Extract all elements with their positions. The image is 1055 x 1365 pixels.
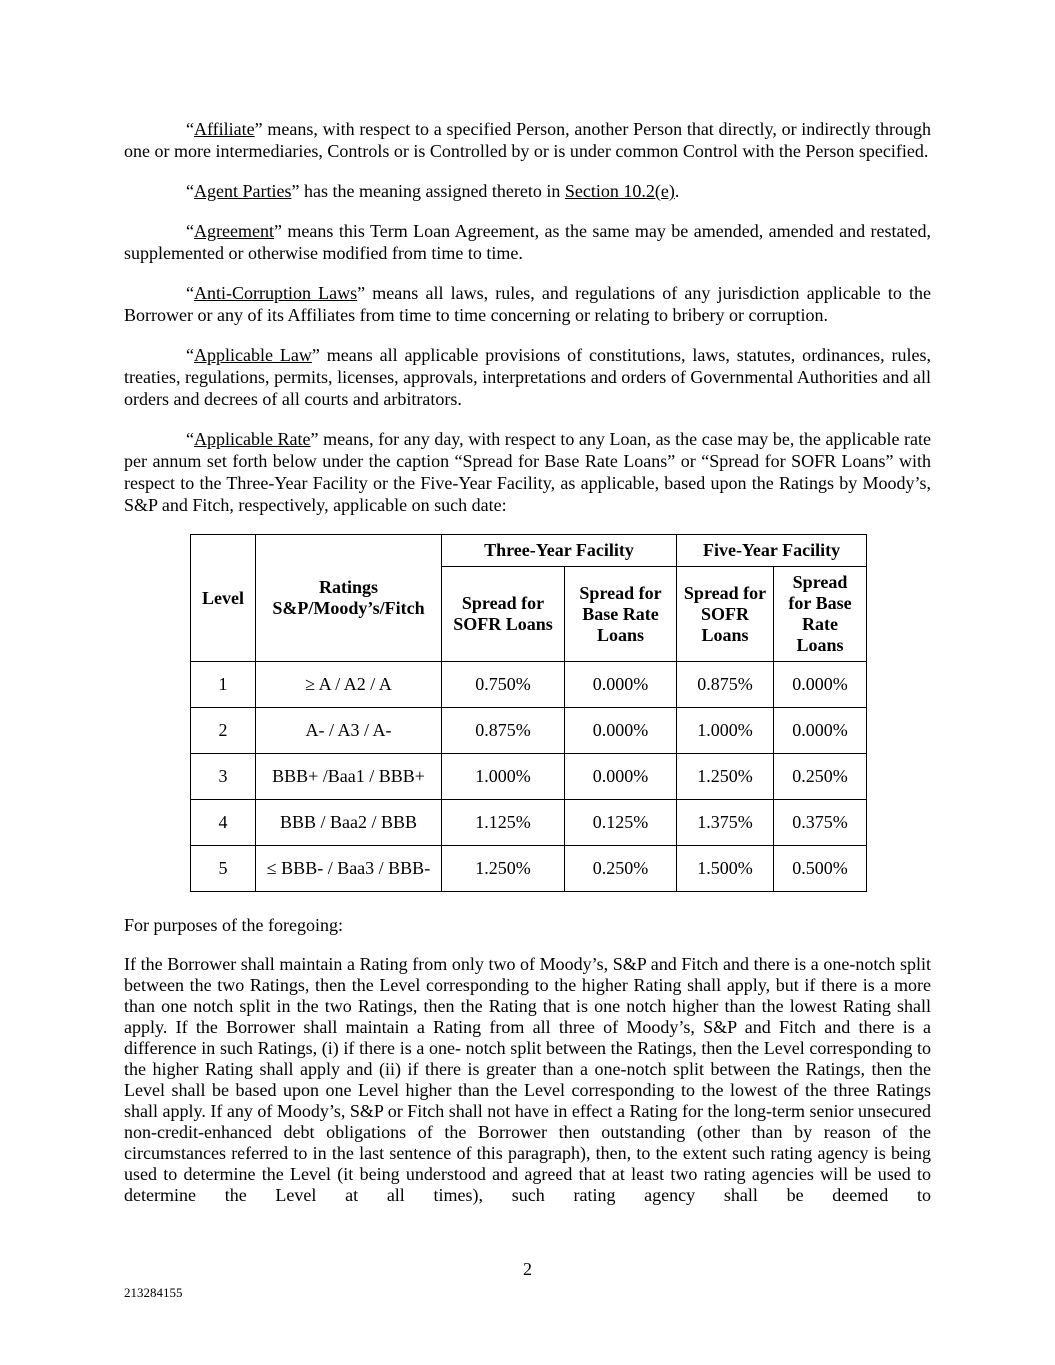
table-row bbox=[191, 800, 867, 846]
definition-affiliate bbox=[124, 118, 931, 162]
definition-text: ” means all applicable provisions of constitutions, laws, statutes, ordinances, rules, treaties, regulations, permits, licenses, approvals, interpretations and orders of Governmental Authorities and all orders and decrees of all courts and arbitrators. bbox=[124, 345, 932, 409]
ratings-cell: A- / A3 / A- bbox=[256, 708, 442, 754]
page-number: 2 bbox=[523, 1259, 532, 1279]
5y-base-spread-cell: 0.500% bbox=[774, 846, 867, 892]
definition-agreement bbox=[124, 220, 931, 264]
document-id: 213284155 bbox=[124, 1285, 183, 1300]
definition-anti-corruption-laws bbox=[124, 282, 931, 326]
table-header-5y-spread-sofr: Spread for SOFR Loans bbox=[677, 567, 774, 662]
level-cell: 1 bbox=[191, 662, 256, 708]
quote-open: “ bbox=[186, 429, 194, 449]
5y-sofr-spread-cell: 1.250% bbox=[677, 754, 774, 800]
5y-base-spread-cell: 0.000% bbox=[774, 662, 867, 708]
quote-open: “ bbox=[186, 345, 194, 365]
definition-text: . bbox=[674, 181, 680, 201]
applicable-rate-table bbox=[190, 534, 867, 892]
quote-open: “ bbox=[186, 283, 194, 303]
table-header-row-1 bbox=[191, 535, 867, 567]
ratings-rules-paragraph: If the Borrower shall maintain a Rating from only two of Moody’s, S&P and Fitch and there is a one-notch split between the two Ratings, then the Level corresponding to the higher Rating shall apply, but if there is a more than one notch split in the two Ratings, then the Rating that is one notch higher than the lowest Rating shall apply. If the Borrower shall maintain a Rating from all three of Moody’s, S&P and Fitch and there is a difference in such Ratings, (i) if there is a one- notch split between the Ratings, then the Level corresponding to the higher Rating shall apply and (ii) if there is greater than a one-notch split between the Ratings, then the Level shall be based upon one Level higher than the Level corresponding to the lowest of the three Ratings shall apply. If any of Moody’s, S&P or Fitch shall not have in effect a Rating for the long-term senior unsecured non-credit-enhanced debt obligations of the Borrower then outstanding (other than by reason of the circumstances referred to in the last sentence of this paragraph), then, to the extent such rating agency is being used to determine the Level (it being understood and agreed that at least two rating agencies will be used to determine the Level at all times), such rating agency shall be deemed to bbox=[124, 954, 931, 1205]
3y-base-spread-cell: 0.000% bbox=[565, 708, 677, 754]
quote-open: “ bbox=[186, 119, 194, 139]
definition-text: ” means all laws, rules, and regulations of any jurisdiction applicable to the Borrower or any of its Affiliates from time to time concerning or relating to bribery or corruption. bbox=[124, 283, 931, 325]
definition-text: ” has the meaning assigned thereto in bbox=[291, 181, 565, 201]
5y-sofr-spread-cell: 0.875% bbox=[677, 662, 774, 708]
definition-agent-parties bbox=[124, 180, 931, 202]
3y-sofr-spread-cell: 1.000% bbox=[442, 754, 565, 800]
table-row bbox=[191, 846, 867, 892]
ratings-cell: ≤ BBB- / Baa3 / BBB- bbox=[256, 846, 442, 892]
table-row bbox=[191, 662, 867, 708]
defined-term: Applicable Law bbox=[194, 345, 312, 365]
quote-open: “ bbox=[186, 221, 194, 241]
ratings-cell: BBB / Baa2 / BBB bbox=[256, 800, 442, 846]
foregoing-lead-in: For purposes of the foregoing: bbox=[124, 915, 343, 935]
definition-applicable-law bbox=[124, 344, 931, 410]
5y-sofr-spread-cell: 1.000% bbox=[677, 708, 774, 754]
table-header-three-year-facility: Three-Year Facility bbox=[442, 535, 677, 567]
3y-base-spread-cell: 0.000% bbox=[565, 662, 677, 708]
3y-sofr-spread-cell: 1.250% bbox=[442, 846, 565, 892]
table-header-3y-spread-sofr: Spread for SOFR Loans bbox=[442, 567, 565, 662]
level-cell: 2 bbox=[191, 708, 256, 754]
ratings-header-subtitle: S&P/Moody’s/Fitch bbox=[272, 598, 425, 618]
level-cell: 5 bbox=[191, 846, 256, 892]
table-header-level: Level bbox=[191, 535, 256, 662]
definition-text: ” means, with respect to a specified Person, another Person that directly, or indirectly through one or more intermediaries, Controls or is Controlled by or is under common Control with the Person specified. bbox=[124, 119, 931, 161]
3y-base-spread-cell: 0.000% bbox=[565, 754, 677, 800]
level-cell: 3 bbox=[191, 754, 256, 800]
table-header-ratings bbox=[256, 535, 442, 662]
table-header-5y-spread-base: Spread for Base Rate Loans bbox=[774, 567, 867, 662]
3y-sofr-spread-cell: 0.750% bbox=[442, 662, 565, 708]
definition-applicable-rate bbox=[124, 428, 931, 516]
5y-base-spread-cell: 0.000% bbox=[774, 708, 867, 754]
table-row bbox=[191, 708, 867, 754]
3y-base-spread-cell: 0.125% bbox=[565, 800, 677, 846]
definition-text: ” means, for any day, with respect to any Loan, as the case may be, the applicable rate per annum set forth below under the caption “Spread for Base Rate Loans” or “Spread for SOFR Loans” with respect to the Three-Year Facility or the Five-Year Facility, as applicable, based upon the Ratings by Moody’s, S&P and Fitch, respectively, applicable on such date: bbox=[124, 429, 931, 515]
3y-base-spread-cell: 0.250% bbox=[565, 846, 677, 892]
3y-sofr-spread-cell: 1.125% bbox=[442, 800, 565, 846]
5y-base-spread-cell: 0.250% bbox=[774, 754, 867, 800]
level-cell: 4 bbox=[191, 800, 256, 846]
5y-base-spread-cell: 0.375% bbox=[774, 800, 867, 846]
defined-term: Agreement bbox=[194, 221, 274, 241]
applicable-rate-table-container bbox=[190, 534, 931, 892]
table-row bbox=[191, 754, 867, 800]
5y-sofr-spread-cell: 1.375% bbox=[677, 800, 774, 846]
5y-sofr-spread-cell: 1.500% bbox=[677, 846, 774, 892]
defined-term: Agent Parties bbox=[194, 181, 292, 201]
defined-term: Affiliate bbox=[194, 119, 255, 139]
defined-term: Anti-Corruption Laws bbox=[194, 283, 358, 303]
table-header-five-year-facility: Five-Year Facility bbox=[677, 535, 867, 567]
ratings-header-title: Ratings bbox=[318, 577, 378, 597]
ratings-cell: BBB+ /Baa1 / BBB+ bbox=[256, 754, 442, 800]
3y-sofr-spread-cell: 0.875% bbox=[442, 708, 565, 754]
section-reference: Section 10.2(e) bbox=[564, 181, 675, 201]
defined-term: Applicable Rate bbox=[194, 429, 311, 449]
ratings-cell: ≥ A / A2 / A bbox=[256, 662, 442, 708]
quote-open: “ bbox=[186, 181, 194, 201]
definition-text: ” means this Term Loan Agreement, as the same may be amended, amended and restated, supplemented or otherwise modified from time to time. bbox=[124, 221, 931, 263]
table-header-3y-spread-base: Spread for Base Rate Loans bbox=[565, 567, 677, 662]
